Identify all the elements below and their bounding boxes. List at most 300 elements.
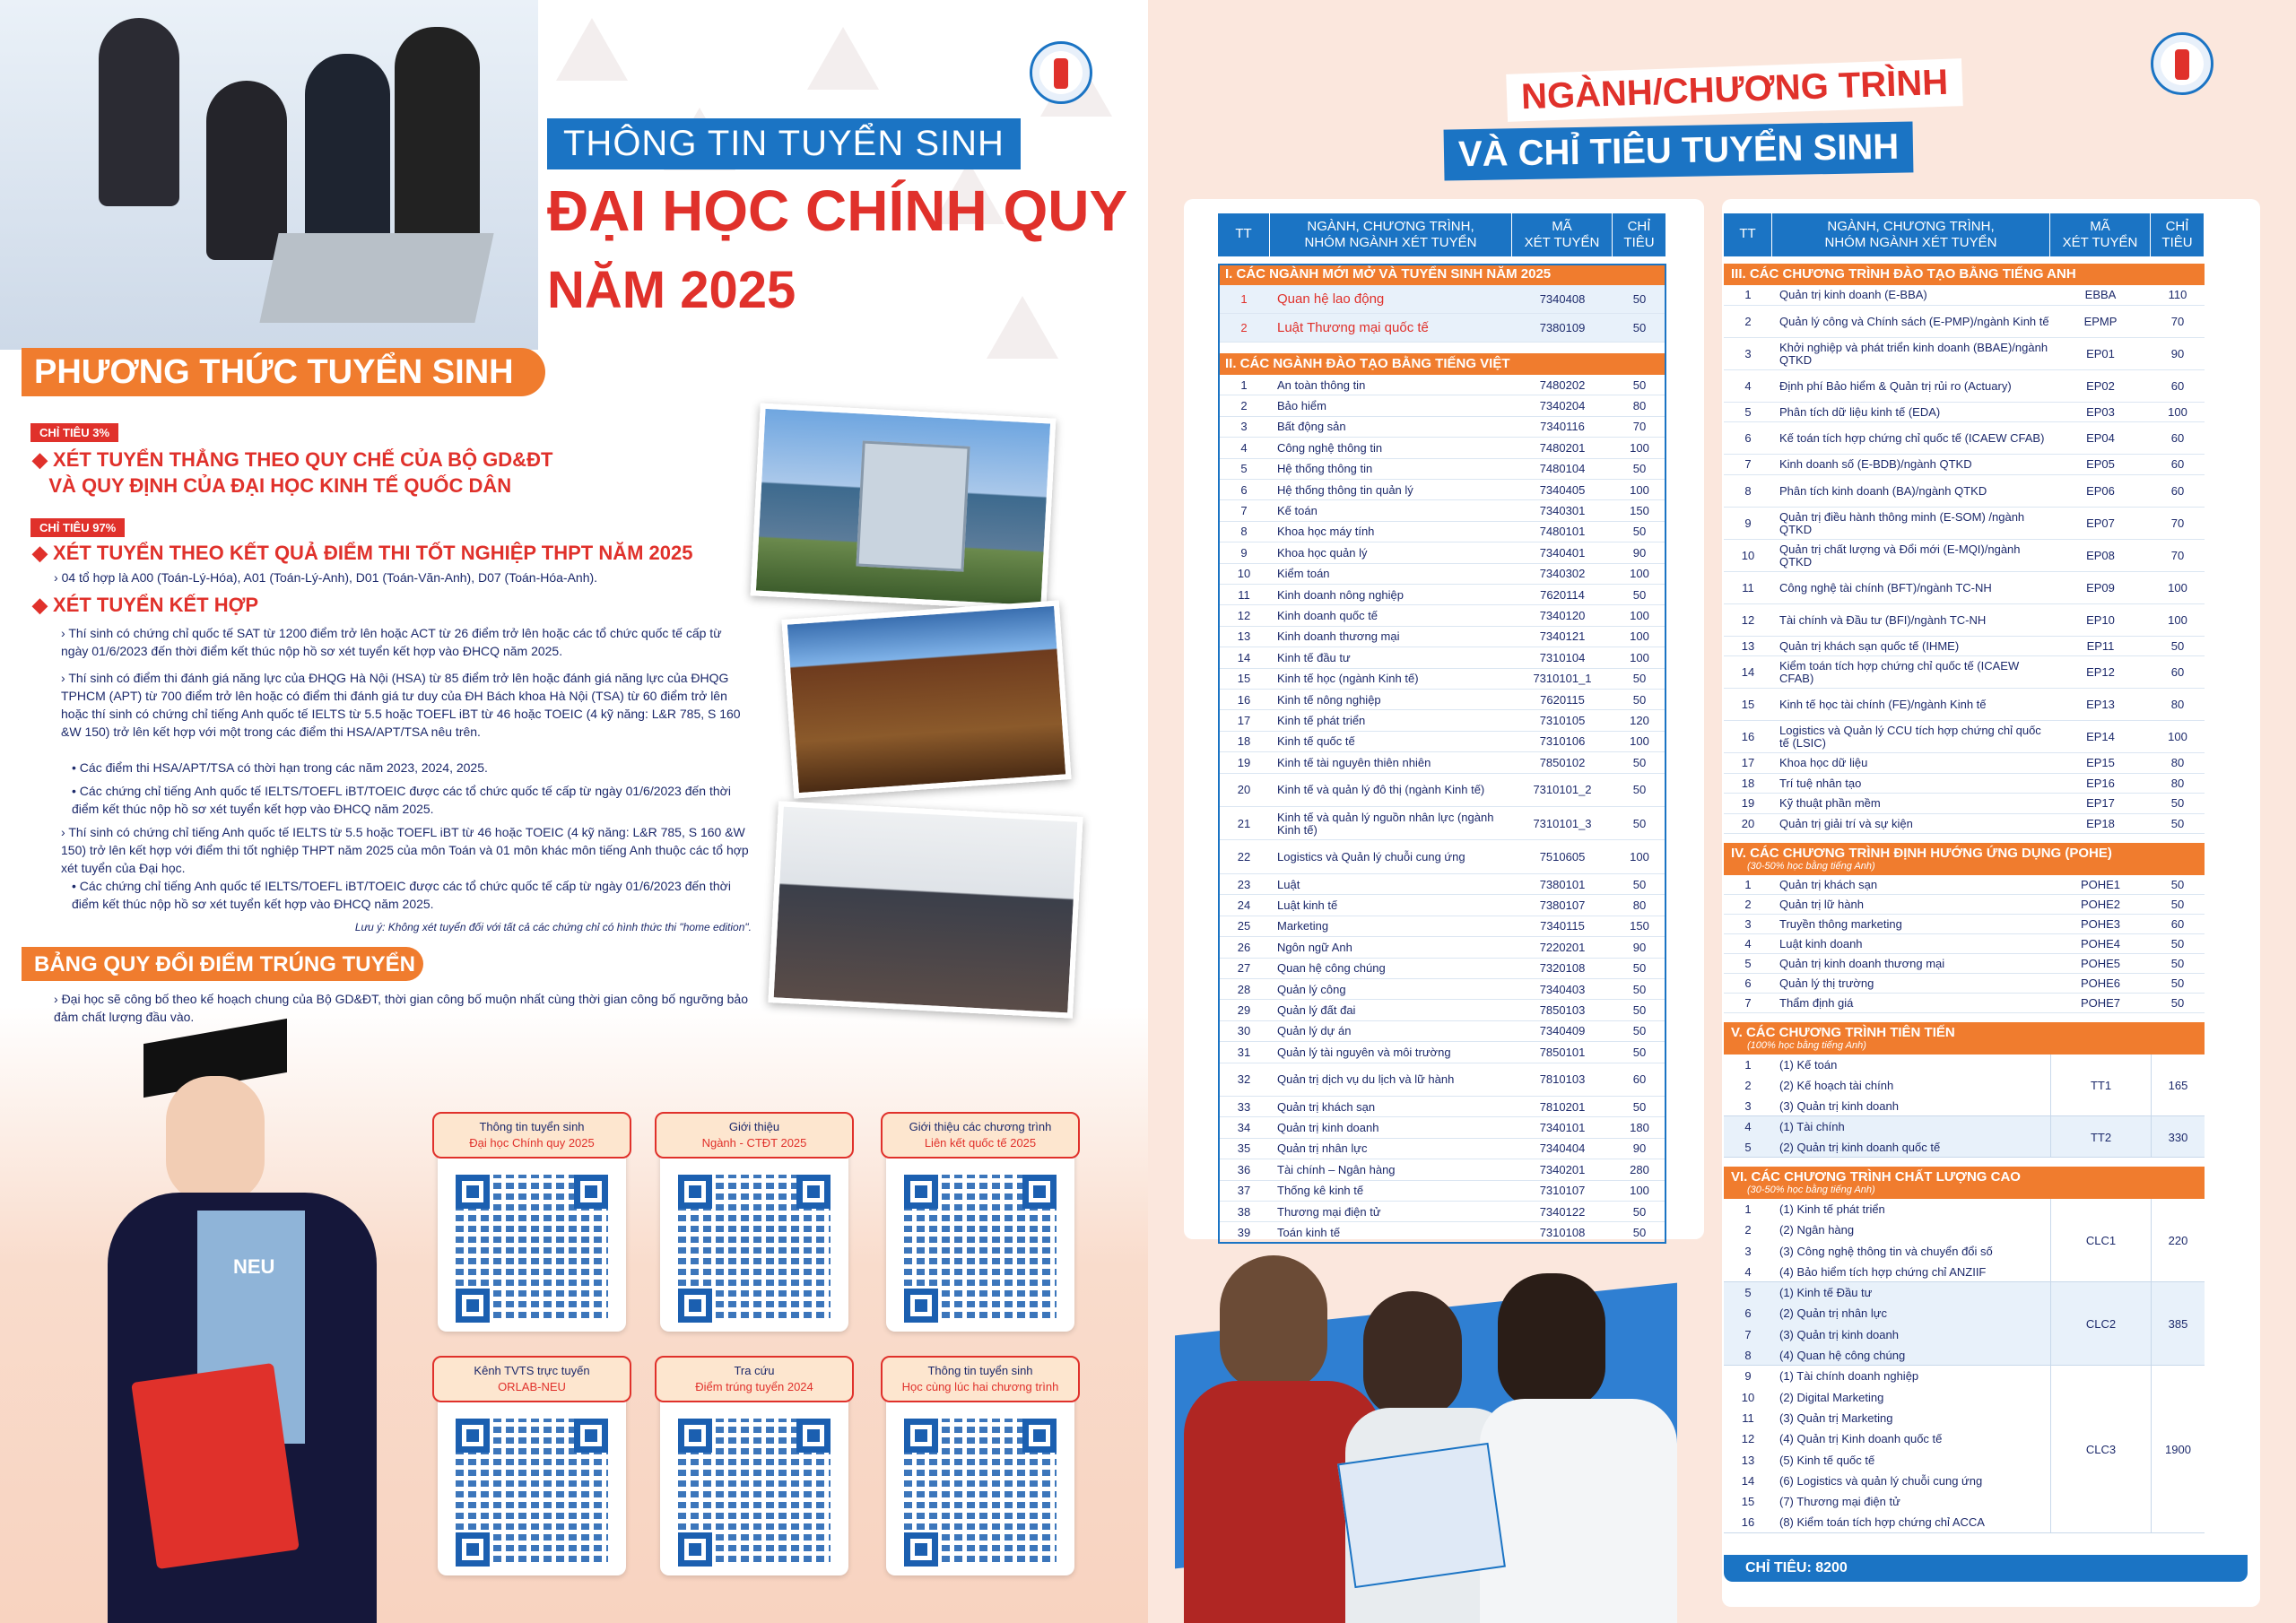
table-cell: 100: [1630, 440, 1649, 455]
table-cell: POHE7: [2080, 996, 2121, 1010]
table-cell: 20: [1237, 783, 1251, 797]
table-cell: Công nghệ tài chính (BFT)/ngành TC-NH: [1779, 580, 1992, 595]
table-cell: 23: [1237, 877, 1251, 891]
table-row: [1724, 875, 2205, 895]
table-row: [1218, 627, 1666, 647]
table-cell: 28: [1237, 982, 1251, 996]
table-row: [1218, 314, 1666, 343]
hero-students-photo: [0, 0, 538, 350]
table-cell: 100: [1630, 650, 1649, 664]
table-cell: Luật kinh tế: [1277, 898, 1338, 912]
table-cell: 15: [1237, 672, 1251, 686]
table-row: [1218, 1181, 1666, 1202]
header-label: MÃ: [2090, 219, 2110, 234]
table-cell: Kế toán: [1277, 504, 1318, 518]
table-cell: 17: [1237, 714, 1251, 728]
table-cell: 11: [1238, 587, 1250, 602]
row-group: [1724, 1116, 2205, 1158]
group-code: CLC3: [2050, 1366, 2151, 1532]
table-row: [1218, 647, 1666, 668]
table-cell: 17: [1741, 756, 1755, 770]
table-cell: Quản trị chất lượng và Đổi mới (E-MQI)/ngành QTKD: [1779, 542, 2021, 568]
table-cell: 1: [1744, 288, 1752, 302]
header-col: [2050, 213, 2151, 256]
table-row: [1218, 690, 1666, 710]
table-cell: EP12: [2086, 665, 2115, 679]
table-cell: 80: [2170, 698, 2185, 711]
table-row: [1218, 459, 1666, 480]
table-cell: 100: [1630, 482, 1649, 497]
table-cell: Kiểm toán tích hợp chứng chỉ quốc tế (ICAEW CFAB): [1779, 659, 2020, 685]
table-cell: 7340120: [1539, 609, 1586, 623]
table-cell: Khởi nghiệp và phát triển kinh doanh (BBAE)/ngành QTKD: [1779, 340, 2048, 367]
table-cell: Kinh tế phát triển: [1277, 714, 1366, 728]
table-cell: 1: [1240, 378, 1248, 392]
table-cell: 7340116: [1540, 420, 1585, 434]
table-cell: 7340204: [1539, 399, 1586, 413]
table-row: [1218, 732, 1666, 752]
table-cell: 50: [2170, 638, 2185, 653]
table-row: [1724, 285, 2205, 306]
qr-card-5[interactable]: Tra cứu Điểm trúng tuyển 2024: [660, 1365, 848, 1575]
method-1-title: ◆ XÉT TUYỂN THẲNG THEO QUY CHẾ CỦA BỘ GD&ĐT VÀ QUY ĐỊNH CỦA ĐẠI HỌC KINH TẾ QUỐC DÂN: [32, 448, 553, 497]
table-cell: 9: [1744, 1369, 1752, 1384]
table-row: [1218, 605, 1666, 626]
qr-card-3[interactable]: Giới thiệu các chương trình Liên kết quốc tế 2025: [886, 1121, 1074, 1332]
table-row: [1724, 689, 2205, 721]
table-cell: (5) Kinh tế quốc tế: [1779, 1453, 1875, 1467]
table-cell: 50: [1632, 755, 1647, 769]
table-cell: Quản lý thị trường: [1779, 976, 1874, 990]
table-cell: Trí tuệ nhân tạo: [1779, 776, 1862, 790]
table-cell: 7480202: [1539, 378, 1586, 392]
table-cell: (4) Quản trị Kinh doanh quốc tế: [1779, 1432, 1943, 1446]
table-cell: Kinh tế học (ngành Kinh tế): [1277, 672, 1419, 686]
table-cell: 7: [1744, 996, 1752, 1010]
right-page: [1148, 0, 2296, 1623]
table-row: [1218, 874, 1666, 895]
table-cell: 50: [2170, 878, 2185, 891]
table-cell: 50: [1632, 378, 1647, 392]
table-cell: 80: [1632, 898, 1647, 912]
table-cell: 20: [1741, 816, 1755, 830]
section-header: [1724, 843, 2205, 875]
table-cell: Công nghệ thông tin: [1277, 440, 1383, 455]
table-row: [1724, 974, 2205, 994]
method-3-title: ◆ XÉT TUYỂN KẾT HỢP: [32, 594, 259, 616]
table-row: [1218, 375, 1666, 395]
table-cell: Phân tích kinh doanh (BA)/ngành QTKD: [1779, 483, 1987, 498]
section-header: [1724, 1167, 2205, 1199]
table-cell: 11: [1742, 1410, 1754, 1425]
table-row: [1218, 774, 1666, 807]
table-cell: 7480104: [1539, 462, 1586, 476]
table-cell: 50: [2170, 937, 2185, 950]
campus-building-photo: [751, 404, 1057, 612]
table-row: [1218, 1117, 1666, 1138]
table-row: [1724, 934, 2205, 954]
table-cell: Quản lý dự án: [1277, 1024, 1352, 1038]
section-subtitle: (30-50% học bằng tiếng Anh): [1747, 1185, 1875, 1195]
qr-card-1[interactable]: Thông tin tuyển sinh Đại học Chính quy 2025: [438, 1121, 626, 1332]
table-row: [1218, 1063, 1666, 1097]
header-label: CHỈ: [2165, 219, 2189, 234]
table-cell: POHE6: [2080, 976, 2121, 990]
table-cell: 7310101_1: [1533, 672, 1592, 686]
table-cell: Thẩm định giá: [1779, 996, 1854, 1010]
table-cell: EP03: [2086, 404, 2115, 419]
table-cell: Kinh tế tài nguyên thiên nhiên: [1277, 755, 1431, 769]
table-row: [1218, 916, 1666, 937]
table-cell: 50: [2170, 976, 2185, 990]
section-title: II. CÁC NGÀNH ĐÀO TẠO BẰNG TIẾNG VIỆT: [1225, 356, 1510, 371]
section-header: [1218, 353, 1666, 375]
table-row: [1724, 338, 2205, 370]
table-cell: 1: [1744, 878, 1752, 891]
table-cell: 2: [1744, 1079, 1752, 1092]
table-cell: EP06: [2086, 483, 2115, 498]
table-cell: Kinh tế và quản lý đô thị (ngành Kinh tế): [1277, 783, 1485, 797]
table-cell: (2) Quản trị nhân lực: [1779, 1306, 1887, 1321]
table-cell: 50: [2170, 898, 2185, 911]
table-cell: EP11: [2086, 638, 2115, 653]
table-cell: 7310106: [1539, 734, 1586, 749]
header-col: [1613, 213, 1666, 256]
table-cell: Khoa học dữ liệu: [1779, 756, 1868, 770]
group-quota: 165: [2151, 1055, 2205, 1116]
table-cell: 7380101: [1539, 877, 1586, 891]
table-cell: 50: [1632, 982, 1647, 996]
table-row: [1724, 954, 2205, 974]
method-2-title: ◆ XÉT TUYỂN THEO KẾT QUẢ ĐIỂM THI TỐT NGHIỆP THPT NĂM 2025: [32, 542, 693, 564]
table-cell: 3: [1744, 917, 1752, 931]
table-cell: 19: [1237, 755, 1251, 769]
table-cell: 6: [1744, 431, 1752, 445]
table-cell: 7340301: [1539, 504, 1586, 518]
table-cell: 3: [1240, 420, 1248, 434]
table-cell: 50: [2170, 996, 2185, 1010]
table-cell: 60: [2170, 378, 2185, 393]
table-cell: 7310105: [1539, 714, 1586, 728]
header-label: NGÀNH, CHƯƠNG TRÌNH,: [1827, 219, 1995, 234]
table-cell: 16: [1741, 1515, 1755, 1530]
section-title: V. CÁC CHƯƠNG TRÌNH TIÊN TIẾN: [1731, 1025, 1955, 1040]
table-cell: 15: [1741, 698, 1755, 711]
table-cell: (1) Kế toán: [1779, 1058, 1838, 1072]
table-cell: 150: [1630, 504, 1649, 518]
table-cell: 8: [1744, 1349, 1752, 1363]
table-cell: 31: [1237, 1045, 1251, 1059]
table-cell: 7340201: [1539, 1162, 1586, 1176]
row-group: [1724, 1282, 2205, 1366]
table-cell: 7340401: [1539, 545, 1586, 560]
table-row: [1724, 455, 2205, 475]
table-cell: Kế toán tích hợp chứng chỉ quốc tế (ICAEW CFAB): [1779, 431, 2045, 445]
table-cell: Thương mại điện tử: [1277, 1204, 1381, 1219]
table-row: [1724, 370, 2205, 403]
table-row: [1724, 774, 2205, 794]
table-cell: Kiểm toán: [1277, 567, 1330, 581]
table-row: [1218, 752, 1666, 773]
table-cell: Marketing: [1277, 919, 1329, 933]
table-cell: 50: [1632, 292, 1647, 306]
method-3-point-2: › Thí sinh có điểm thi đánh giá năng lực của ĐHQG Hà Nội (HSA) từ 85 điểm trở lên hoặc đánh giá năng lực của ĐHQG TPHCM (APT) từ 700 điểm trở lên hoặc có điểm thi đánh giá tư duy của ĐH Bách khoa Hà Nội (TSA) từ 60 điểm trở lên hoặc thí sinh có chứng chỉ tiếng Anh quốc tế IELTS từ 5.5 hoặc TOEFL iBT từ 46 hoặc TOEIC (4 kỹ năng: L&R 785, S 160 &W 150) trở lên kết hợp với một trong các điểm thi HSA/APT/TSA nêu trên.: [61, 671, 741, 739]
table-cell: 5: [1744, 404, 1752, 419]
table-cell: 7220201: [1539, 940, 1586, 954]
table-row: [1724, 403, 2205, 423]
table-cell: 1: [1744, 1058, 1752, 1072]
table-cell: Quản trị khách sạn: [1277, 1099, 1376, 1114]
table-cell: EP18: [2086, 816, 2115, 830]
table-cell: 4: [1744, 1264, 1752, 1279]
table-cell: 7310107: [1539, 1184, 1586, 1198]
group-code: TT2: [2050, 1116, 2151, 1158]
table-row: [1218, 937, 1666, 958]
table-cell: 5: [1744, 957, 1752, 970]
table-row: [1724, 306, 2205, 338]
table-row: [1218, 1021, 1666, 1042]
conversion-title: [22, 947, 423, 981]
table-cell: Quản trị khách sạn: [1779, 878, 1878, 891]
table-cell: Hệ thống thông tin quản lý: [1277, 482, 1413, 497]
table-cell: POHE1: [2080, 878, 2121, 891]
table-cell: 7850103: [1539, 1003, 1586, 1017]
method-3-point-4: • Các chứng chỉ tiếng Anh quốc tế IELTS/TOEFL iBT/TOEIC được các tổ chức quốc tế cấp từ ngày 01/6/2023 đến thời điểm kết thúc nộp hồ sơ xét tuyển kết hợp vào ĐHCQ năm 2025.: [72, 784, 731, 816]
methods-title-text: PHƯƠNG THỨC TUYỂN SINH: [34, 353, 514, 391]
table-cell: 7340408: [1539, 292, 1586, 306]
table-cell: 10: [1237, 567, 1251, 581]
table-cell: 100: [2168, 580, 2187, 595]
table-cell: 12: [1741, 1432, 1755, 1446]
section-title: IV. CÁC CHƯƠNG TRÌNH ĐỊNH HƯỚNG ỨNG DỤNG (POHE): [1731, 846, 2112, 861]
table-cell: 60: [2170, 431, 2185, 445]
library-photo: [781, 600, 1071, 798]
table-cell: 7340121: [1539, 629, 1586, 644]
table-cell: Logistics và Quản lý CCU tích hợp chứng chỉ quốc tế (LSIC): [1779, 724, 2041, 750]
table-cell: 7340403: [1539, 982, 1586, 996]
table-cell: 7340302: [1539, 567, 1586, 581]
table-cell: 50: [1632, 692, 1647, 707]
table-row: [1724, 540, 2205, 572]
table-cell: EP14: [2086, 730, 2115, 743]
table-cell: 9: [1240, 545, 1248, 560]
table-cell: 3: [1744, 1244, 1752, 1258]
table-cell: 12: [1237, 609, 1251, 623]
table-row: [1218, 417, 1666, 438]
table-cell: (3) Quản trị kinh doanh: [1779, 1327, 1899, 1341]
qr-card-4[interactable]: Kênh TVTS trực tuyến ORLAB-NEU: [438, 1365, 626, 1575]
table-cell: 7810103: [1539, 1072, 1586, 1087]
header-label: CHỈ: [1627, 219, 1651, 234]
table-cell: 7620114: [1540, 587, 1585, 602]
table-cell: 280: [1630, 1162, 1649, 1176]
table-cell: 34: [1237, 1121, 1251, 1135]
total-quota: CHỈ TIÊU: 8200: [1724, 1555, 2248, 1582]
table-row: [1218, 500, 1666, 521]
table-cell: 33: [1237, 1099, 1251, 1114]
table-cell: 7310108: [1539, 1226, 1586, 1240]
table-cell: 7340405: [1539, 482, 1586, 497]
qr-card-6[interactable]: Thông tin tuyển sinh Học cùng lúc hai chương trình: [886, 1365, 1074, 1575]
table-row: [1218, 959, 1666, 979]
table-header: [1724, 213, 2205, 256]
table-row: [1218, 979, 1666, 1000]
method-3-point-6: • Các chứng chỉ tiếng Anh quốc tế IELTS/TOEFL iBT/TOEIC được các tổ chức quốc tế cấp từ ngày 01/6/2023 đến thời điểm kết thúc nộp hồ sơ xét tuyển kết hợp vào ĐHCQ năm 2025.: [72, 879, 731, 911]
table-row: [1724, 422, 2205, 455]
table-cell: Bất động sản: [1277, 420, 1346, 434]
table-row: [1724, 814, 2205, 835]
table-cell: EP04: [2086, 431, 2115, 445]
table-cell: Quản trị khách sạn quốc tế (IHME): [1779, 638, 1960, 653]
table-cell: 12: [1741, 612, 1755, 627]
table-cell: 5: [1744, 1286, 1752, 1300]
table-cell: (1) Tài chính doanh nghiệp: [1779, 1369, 1919, 1384]
method-3-point-3: • Các điểm thi HSA/APT/TSA có thời hạn trong các năm 2023, 2024, 2025.: [72, 760, 488, 775]
table-cell: POHE3: [2080, 917, 2121, 931]
table-cell: 90: [1632, 940, 1647, 954]
table-cell: 18: [1741, 776, 1755, 790]
university-logo: [1030, 41, 1092, 104]
table-cell: EBBA: [2084, 288, 2117, 302]
table-row: [1724, 475, 2205, 508]
table-row: [1218, 438, 1666, 458]
table-cell: 7: [1744, 457, 1752, 472]
table-cell: Phân tích dữ liệu kinh tế (EDA): [1779, 404, 1941, 419]
table-cell: 7: [1240, 504, 1248, 518]
table-cell: 11: [1742, 580, 1754, 595]
table-cell: Tài chính và Đầu tư (BFI)/ngành TC-NH: [1779, 612, 1987, 627]
row-group: [1724, 1366, 2205, 1532]
table-cell: Ngôn ngữ Anh: [1277, 940, 1352, 954]
table-cell: 80: [1632, 399, 1647, 413]
table-cell: Quản trị dịch vụ du lịch và lữ hành: [1277, 1072, 1455, 1087]
table-cell: EP07: [2086, 516, 2115, 530]
group-code: TT1: [2050, 1055, 2151, 1116]
table-cell: 35: [1237, 1141, 1251, 1156]
table-cell: 13: [1237, 629, 1251, 644]
table-row: [1218, 395, 1666, 416]
table-cell: EP08: [2086, 548, 2115, 562]
quota-badge-2: CHỈ TIÊU 97%: [30, 518, 125, 537]
table-cell: 100: [2168, 730, 2187, 743]
table-cell: 110: [2168, 288, 2187, 302]
table-cell: POHE5: [2080, 957, 2121, 970]
header-title: ĐẠI HỌC CHÍNH QUY: [547, 178, 1128, 243]
header-tag: THÔNG TIN TUYỂN SINH: [547, 118, 1021, 169]
table-cell: 7480101: [1539, 525, 1586, 539]
table-row: [1724, 895, 2205, 915]
table-cell: EP15: [2086, 756, 2115, 770]
table-cell: 60: [2170, 457, 2185, 472]
table-cell: An toàn thông tin: [1277, 378, 1366, 392]
table-cell: Kỹ thuật phần mềm: [1779, 796, 1881, 811]
table-cell: 16: [1741, 730, 1755, 743]
table-cell: 80: [2170, 776, 2185, 790]
table-row: [1724, 572, 2205, 604]
section-title: I. CÁC NGÀNH MỚI MỞ VÀ TUYỂN SINH NĂM 2025: [1225, 266, 1552, 282]
table-cell: Tài chính – Ngân hàng: [1277, 1162, 1396, 1176]
table-cell: 13: [1741, 638, 1755, 653]
table-cell: 50: [1632, 877, 1647, 891]
table-cell: (1) Tài chính: [1779, 1120, 1845, 1133]
methods-title: [22, 348, 545, 396]
header-col: [1772, 213, 2050, 256]
table-cell: 50: [1632, 672, 1647, 686]
table-cell: 22: [1237, 850, 1251, 864]
students-reading-photo: [1166, 1228, 1704, 1623]
table-row: [1218, 1202, 1666, 1222]
table-cell: (3) Công nghệ thông tin và chuyển đổi số: [1779, 1244, 1993, 1258]
table-header: [1218, 213, 1666, 256]
table-cell: 7320108: [1539, 961, 1586, 976]
table-cell: 7850102: [1539, 755, 1586, 769]
table-cell: Luật Thương mại quốc tế: [1277, 320, 1429, 335]
table-row: [1218, 564, 1666, 585]
table-cell: 10: [1741, 1390, 1755, 1404]
table-cell: 2: [1240, 399, 1248, 413]
table-cell: 36: [1237, 1162, 1251, 1176]
table-cell: 39: [1237, 1226, 1251, 1240]
table-row: [1218, 840, 1666, 873]
table-cell: 7380107: [1539, 898, 1586, 912]
table-row: [1218, 1000, 1666, 1020]
table-cell: EP01: [2086, 346, 2115, 360]
table-cell: 70: [2170, 548, 2185, 562]
university-logo-right: [2151, 32, 2213, 95]
header-label: XÉT TUYỂN: [1524, 235, 1600, 250]
table-cell: 7310104: [1539, 650, 1586, 664]
table-cell: 1: [1240, 292, 1248, 306]
table-row: [1724, 508, 2205, 540]
table-row: [1218, 522, 1666, 542]
section-header: [1724, 1022, 2205, 1055]
header-label: TT: [1739, 226, 1756, 241]
table-cell: 7340404: [1539, 1141, 1586, 1156]
header-col: [2151, 213, 2205, 256]
table-row: [1724, 721, 2205, 753]
table-cell: 50: [1632, 1045, 1647, 1059]
row-group: [1724, 1055, 2205, 1116]
table-cell: POHE2: [2080, 898, 2121, 911]
header-label: NHÓM NGÀNH XÉT TUYỂN: [1304, 235, 1477, 250]
table-cell: Kinh doanh quốc tế: [1277, 609, 1378, 623]
table-cell: 16: [1237, 692, 1251, 707]
table-cell: (2) Kế hoạch tài chính: [1779, 1079, 1894, 1092]
table-cell: 50: [1632, 961, 1647, 976]
table-cell: 60: [1632, 1072, 1647, 1087]
table-cell: 180: [1630, 1121, 1649, 1135]
table-cell: 50: [2170, 957, 2185, 970]
conversion-title-text: BẢNG QUY ĐỔI ĐIỂM TRÚNG TUYỂN: [34, 952, 415, 976]
method-3-point-1: › Thí sinh có chứng chỉ quốc tế SAT từ 1200 điểm trở lên hoặc ACT từ 26 điểm trở lên hoặc các tổ chức quốc tế cấp từ ngày 01/6/2023 đến thời điểm kết thúc nộp hồ sơ xét tuyển kết hợp vào ĐHCQ năm 2025.: [61, 626, 722, 658]
table-cell: Kinh doanh nông nghiệp: [1277, 587, 1404, 602]
table-cell: Quản trị nhân lực: [1277, 1141, 1368, 1156]
table-cell: Quản trị điều hành thông minh (E-SOM) /ngành QTKD: [1779, 509, 2025, 536]
qr-card-2[interactable]: Giới thiệu Ngành - CTĐT 2025: [660, 1121, 848, 1332]
table-cell: 9: [1744, 516, 1752, 530]
section-subtitle: (100% học bằng tiếng Anh): [1747, 1040, 1866, 1051]
section-title: VI. CÁC CHƯƠNG TRÌNH CHẤT LƯỢNG CAO: [1731, 1169, 2021, 1185]
table-cell: 8: [1744, 483, 1752, 498]
table-cell: 14: [1237, 650, 1251, 664]
table-cell: 50: [2170, 796, 2185, 811]
table-cell: Quản trị kinh doanh thương mại: [1779, 957, 1945, 970]
table-row: [1218, 710, 1666, 731]
table-cell: 6: [1240, 482, 1248, 497]
table-cell: (4) Bảo hiểm tích hợp chứng chỉ ANZIIF: [1779, 1264, 1987, 1279]
table-cell: 50: [1632, 1099, 1647, 1114]
table-cell: 100: [1630, 850, 1649, 864]
